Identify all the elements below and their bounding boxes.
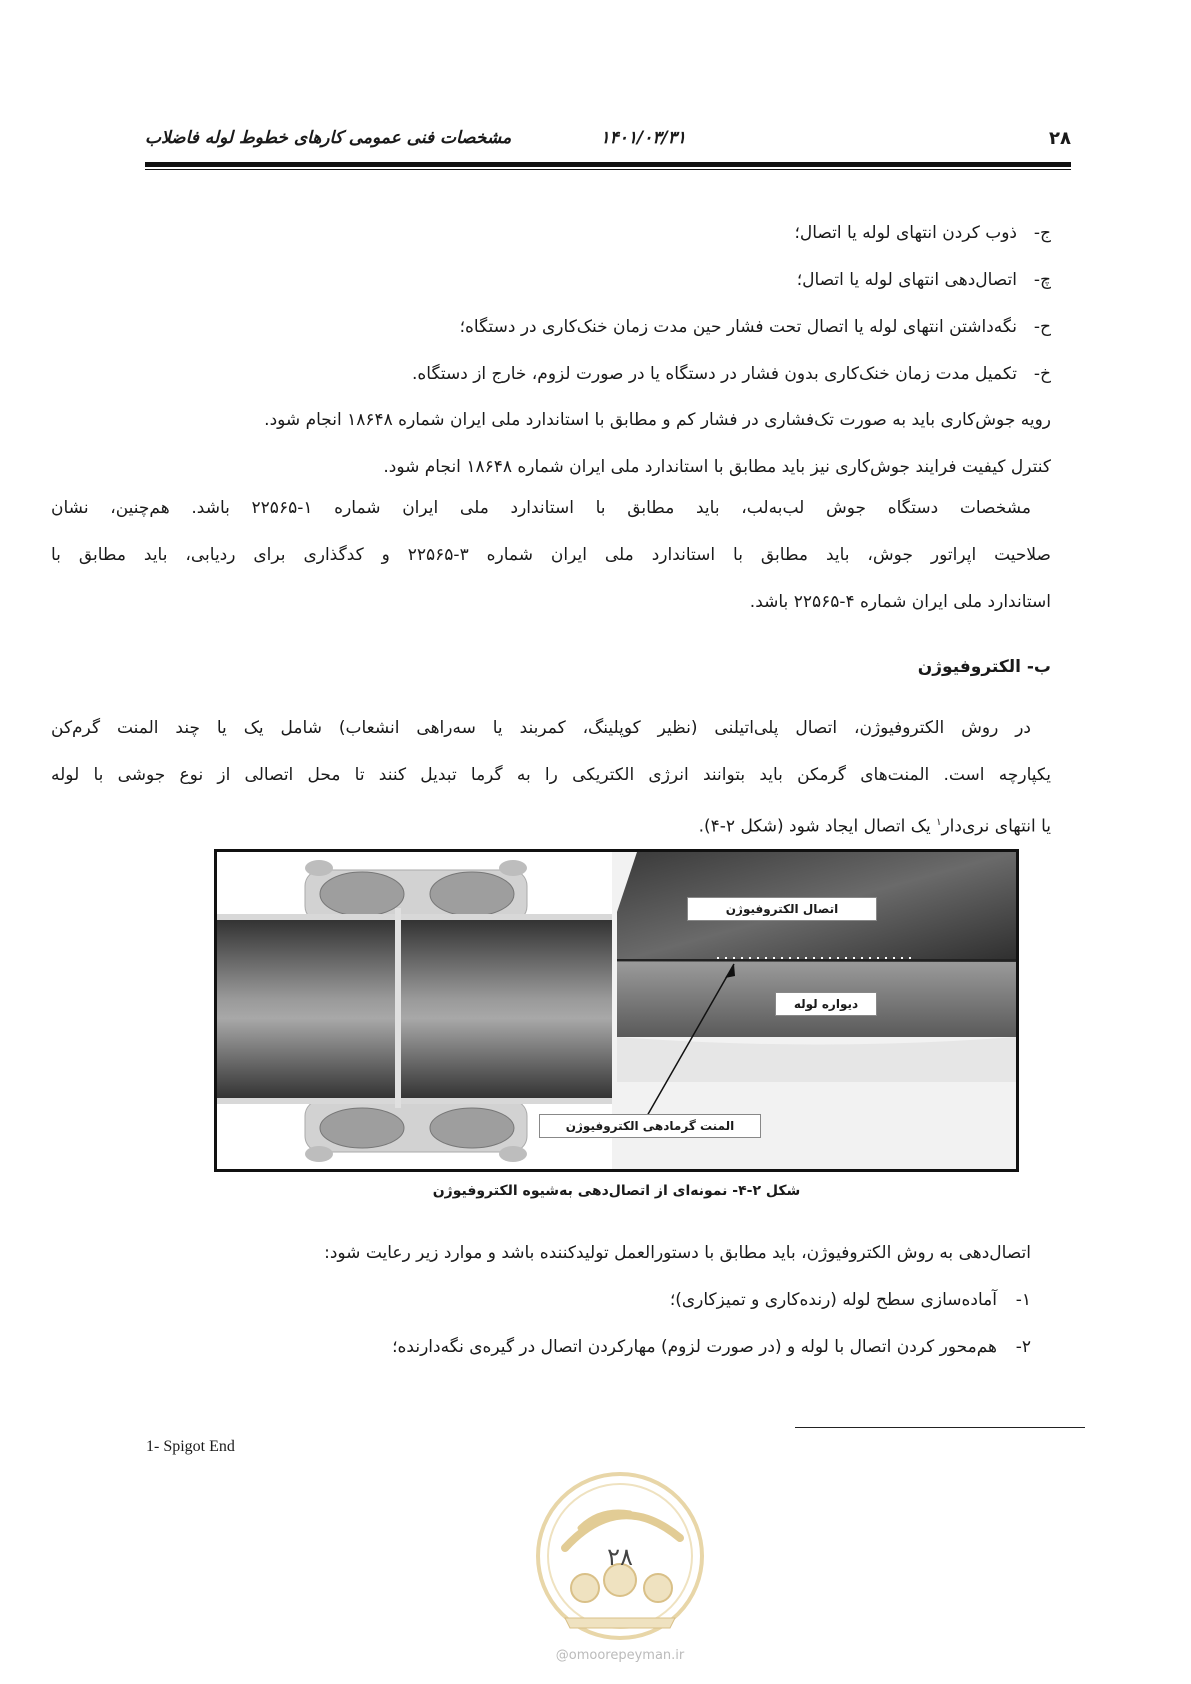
- footnote-rule: [795, 1427, 1085, 1428]
- welding-procedure-paragraph: [131, 397, 1051, 491]
- paragraph-line: [51, 799, 1051, 846]
- paragraph-line: مشخصات دستگاه جوش لب‌به‌لب، باید مطابق با استاندارد ملی ایران شماره ۱-۲۲۵۶۵ باشد. هم‌چنین، نشان: [51, 498, 1031, 518]
- list-marker: خ-: [1033, 364, 1051, 384]
- paragraph-text: یک اتصال ایجاد شود (شکل ۲-۴).: [698, 816, 931, 837]
- footnote-reference: ۱: [936, 817, 942, 828]
- machine-spec-paragraph: [51, 485, 1051, 626]
- list-text: ذوب کردن انتهای لوله یا اتصال؛: [794, 223, 1017, 243]
- list-text: آماده‌سازی سطح لوله (رنده‌کاری و تمیزکاری)؛: [669, 1290, 997, 1310]
- electrofusion-figure: [214, 849, 1019, 1172]
- paragraph-line: اتصال‌دهی به روش الکتروفیوژن، باید مطابق با دستورالعمل تولیدکننده باشد و موارد زیر رعایت شود:: [324, 1243, 1031, 1263]
- list-text: هم‌محور کردن اتصال با لوله و (در صورت لزوم) مهارکردن اتصال در گیره‌ی نگه‌دارنده؛: [392, 1337, 997, 1357]
- electrofusion-paragraph: [51, 705, 1051, 846]
- watermark-handle: @omoorepeyman.ir: [555, 1648, 685, 1663]
- paragraph-line: صلاحیت اپراتور جوش، باید مطابق با استاندارد ملی ایران شماره ۳-۲۲۵۶۵ و کدگذاری برای ردیابی، باید مطابق با: [51, 545, 1051, 565]
- list-item: [51, 1285, 1051, 1332]
- list-item: [51, 1332, 1051, 1379]
- label-pipe-wall: دیواره لوله: [775, 992, 877, 1016]
- header-rule: [145, 162, 1071, 170]
- list-marker: ج-: [1033, 223, 1051, 243]
- list-marker: ۲-: [1015, 1337, 1031, 1357]
- footer-page-number: ۲۸: [607, 1545, 633, 1571]
- list-item: [171, 265, 1051, 312]
- paragraph-line: استاندارد ملی ایران شماره ۴-۲۲۵۶۵ باشد.: [749, 592, 1051, 612]
- label-heating-element: المنت گرمادهی الکتروفیوژن: [539, 1114, 761, 1138]
- list-item: [171, 312, 1051, 359]
- header-date: ۱۴۰۱/۰۳/۳۱: [600, 128, 686, 148]
- footnote: 1- Spigot End: [146, 1438, 235, 1455]
- paragraph-line: رویه جوش‌کاری باید به صورت تک‌فشاری در فشار کم و مطابق با استاندارد ملی ایران شماره ۱۸۶۴۸ انجام شود.: [264, 410, 1051, 430]
- list-text: اتصال‌دهی انتهای لوله یا اتصال؛: [796, 270, 1017, 290]
- procedure-list: [171, 218, 1051, 406]
- label-electrofusion-joint: اتصال الکتروفیوژن: [687, 897, 877, 921]
- list-marker: ۱-: [1015, 1290, 1031, 1310]
- figure-caption: شکل ۲-۴- نمونه‌ای از اتصال‌دهی به‌شیوه الکتروفیوژن: [432, 1183, 801, 1199]
- electrofusion-requirements: [51, 1238, 1051, 1379]
- list-text: تکمیل مدت زمان خنک‌کاری بدون فشار در دستگاه یا در صورت لزوم، خارج از دستگاه.: [411, 364, 1017, 384]
- header-title: مشخصات فنی عمومی کارهای خطوط لوله فاضلاب: [145, 128, 512, 148]
- list-marker: ح-: [1033, 317, 1051, 337]
- paragraph-text: یا انتهای نری‌دار: [941, 816, 1051, 837]
- section-subheading: ب- الکتروفیوژن: [917, 657, 1051, 677]
- paragraph-line: کنترل کیفیت فرایند جوش‌کاری نیز باید مطابق با استاندارد ملی ایران شماره ۱۸۶۴۸ انجام شود.: [383, 457, 1051, 477]
- header-page-number: ۲۸: [1049, 128, 1071, 149]
- paragraph-line: در روش الکتروفیوژن، اتصال پلی‌اتیلنی (نظیر کوپلینگ، کمربند یا سه‌راهی انشعاب) شامل یک یا چند المنت گرم‌کن: [51, 718, 1031, 738]
- list-item: [171, 218, 1051, 265]
- paragraph-line: یکپارچه است. المنت‌های گرمکن باید بتوانند انرژی الکتریکی را به گرما تبدیل کنند تا محل اتصالی از نوع جوشی با لوله: [51, 765, 1051, 785]
- list-marker: چ-: [1033, 270, 1051, 290]
- list-text: نگه‌داشتن انتهای لوله یا اتصال تحت فشار حین مدت زمان خنک‌کاری در دستگاه؛: [459, 317, 1017, 337]
